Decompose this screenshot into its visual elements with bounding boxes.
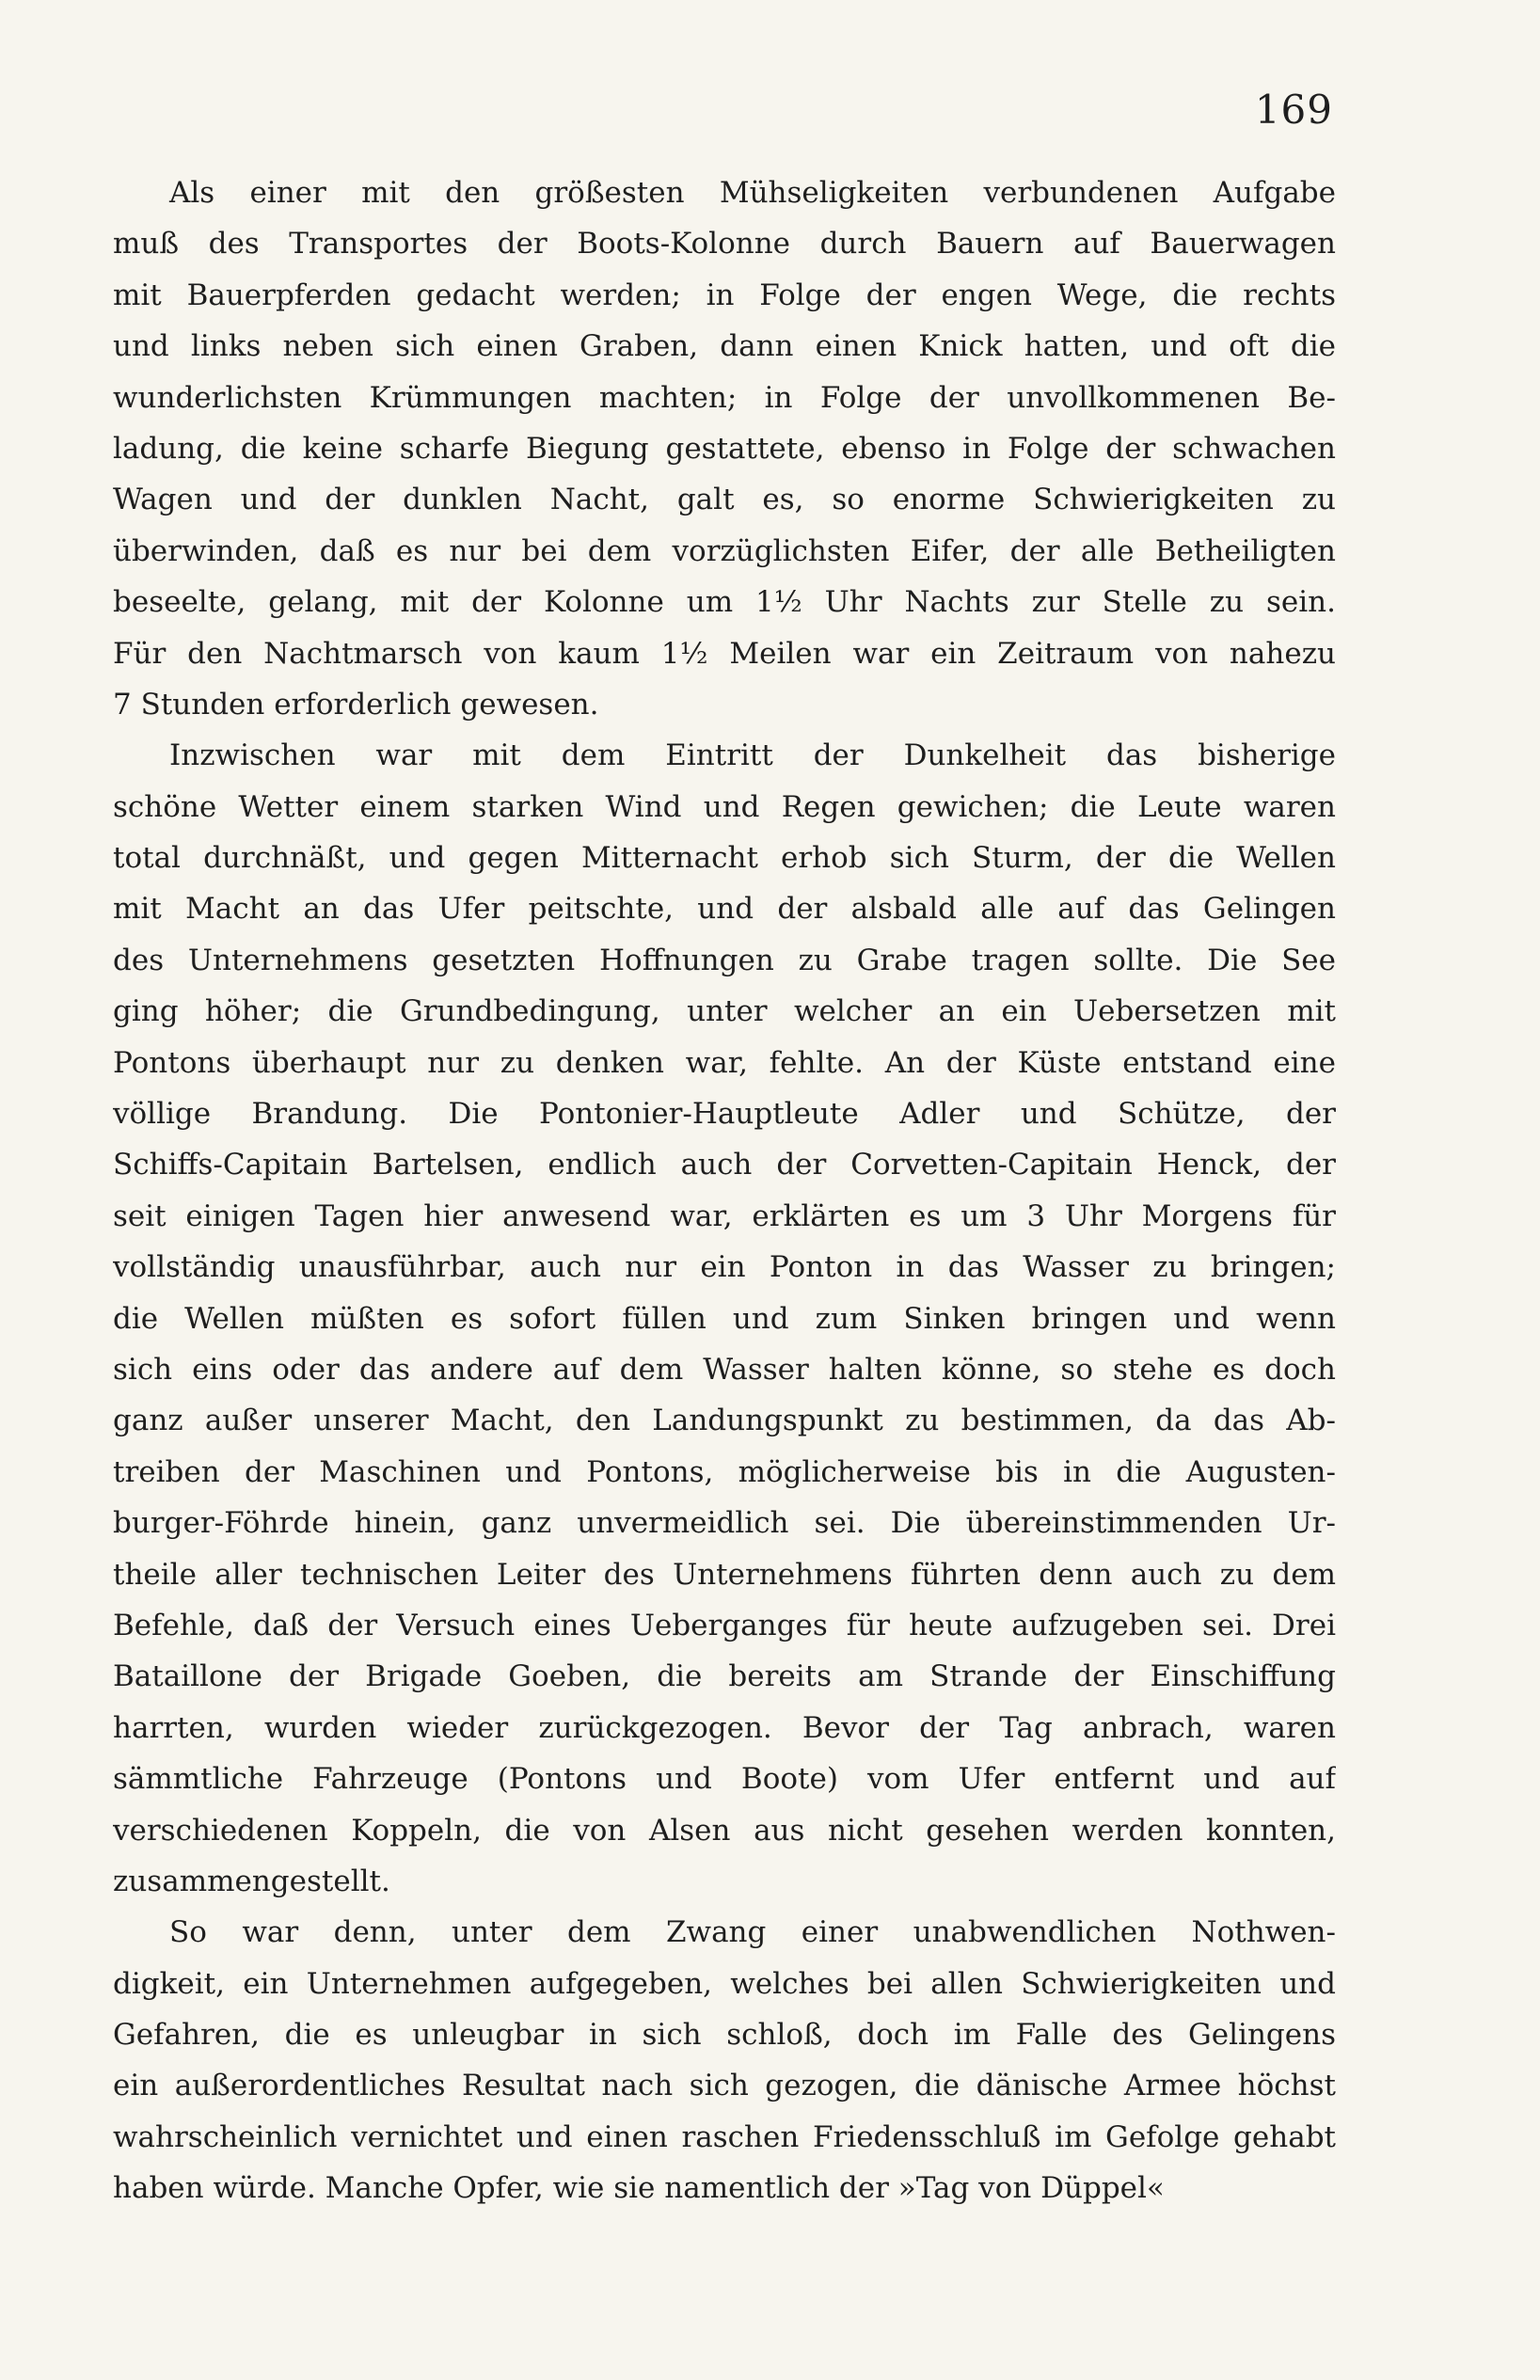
text-line: digkeit, ein Unternehmen aufgegeben, welches bei allen Schwierigkeiten und <box>113 1966 1336 2001</box>
text-line: ging höher; die Grundbedingung, unter welcher an ein Uebersetzen mit <box>113 994 1336 1029</box>
body-text <box>113 167 1336 2214</box>
text-line: Pontons überhaupt nur zu denken war, fehlte. An der Küste entstand eine <box>113 1045 1336 1080</box>
text-line: mit Bauerpferden gedacht werden; in Folge der engen Wege, die rechts <box>113 278 1336 312</box>
text-line: mit Macht an das Ufer peitschte, und der alsbald alle auf das Gelingen <box>113 892 1336 927</box>
text-line: ganz außer unserer Macht, den Landungspunkt zu bestimmen, da das Ab- <box>113 1404 1336 1438</box>
text-line: vollständig unausführbar, auch nur ein Ponton in das Wasser zu bringen; <box>113 1250 1336 1285</box>
text-line: beseelte, gelang, mit der Kolonne um 1½ Uhr Nachts zur Stelle zu sein. <box>113 585 1336 620</box>
text-line: theile aller technischen Leiter des Unternehmens führten denn auch zu dem <box>113 1557 1336 1592</box>
text-line: Bataillone der Brigade Goeben, die bereits am Strande der Einschiffung <box>113 1659 1336 1694</box>
text-line: 7 Stunden erforderlich gewesen. <box>113 687 599 722</box>
text-line: haben würde. Manche Opfer, wie sie namentlich der »Tag von Düppel« <box>113 2171 1165 2206</box>
text-line: sich eins oder das andere auf dem Wasser halten könne, so stehe es doch <box>113 1352 1336 1387</box>
text-line: treiben der Maschinen und Pontons, möglicherweise bis in die Augusten- <box>113 1454 1336 1489</box>
text-line: völlige Brandung. Die Pontonier-Hauptleute Adler und Schütze, der <box>113 1097 1336 1132</box>
text-line: Für den Nachtmarsch von kaum 1½ Meilen war ein Zeitraum von nahezu <box>113 636 1336 671</box>
text-line: ladung, die keine scharfe Biegung gestattete, ebenso in Folge der schwachen <box>113 431 1336 466</box>
page-number: 169 <box>1254 87 1333 133</box>
text-line: des Unternehmens gesetzten Hoffnungen zu Grabe tragen sollte. Die See <box>113 943 1336 977</box>
text-line: Wagen und der dunklen Nacht, galt es, so enorme Schwierigkeiten zu <box>113 483 1336 517</box>
text-line: seit einigen Tagen hier anwesend war, erklärten es um 3 Uhr Morgens für <box>113 1198 1336 1233</box>
text-line: total durchnäßt, und gegen Mitternacht erhob sich Sturm, der die Wellen <box>113 841 1336 876</box>
text-line: So war denn, unter dem Zwang einer unabwendlichen Nothwen- <box>169 1915 1336 1950</box>
text-line: überwinden, daß es nur bei dem vorzüglichsten Eifer, der alle Betheiligten <box>113 533 1336 568</box>
text-line: Inzwischen war mit dem Eintritt der Dunkelheit das bisherige <box>169 738 1336 773</box>
text-line: Schiffs-Capitain Bartelsen, endlich auch der Corvetten-Capitain Henck, der <box>113 1148 1336 1182</box>
text-line: sämmtliche Fahrzeuge (Pontons und Boote) vom Ufer entfernt und auf <box>113 1762 1336 1797</box>
text-line: muß des Transportes der Boots-Kolonne durch Bauern auf Bauerwagen <box>113 227 1336 262</box>
paragraph <box>113 730 1336 1907</box>
text-line: die Wellen müßten es sofort füllen und zum Sinken bringen und wenn <box>113 1301 1336 1336</box>
text-line: verschiedenen Koppeln, die von Alsen aus nicht gesehen werden konnten, <box>113 1813 1336 1848</box>
text-line: zusammengestellt. <box>113 1864 390 1898</box>
paragraph <box>113 1907 1336 2213</box>
text-line: Befehle, daß der Versuch eines Ueberganges für heute aufzugeben sei. Drei <box>113 1608 1336 1642</box>
text-line: wahrscheinlich vernichtet und einen raschen Friedensschluß im Gefolge gehabt <box>113 2119 1336 2154</box>
text-line: harrten, wurden wieder zurückgezogen. Bevor der Tag anbrach, waren <box>113 1710 1336 1745</box>
text-line: wunderlichsten Krümmungen machten; in Folge der unvollkommenen Be- <box>113 380 1336 415</box>
text-line: schöne Wetter einem starken Wind und Regen gewichen; die Leute waren <box>113 789 1336 824</box>
text-line: ein außerordentliches Resultat nach sich gezogen, die dänische Armee höchst <box>113 2069 1336 2103</box>
text-line: burger-Föhrde hinein, ganz unvermeidlich sei. Die übereinstimmenden Ur- <box>113 1506 1336 1541</box>
text-line: Als einer mit den größesten Mühseligkeiten verbundenen Aufgabe <box>169 176 1336 210</box>
text-line: und links neben sich einen Graben, dann einen Knick hatten, und oft die <box>113 329 1336 364</box>
text-line: Gefahren, die es unleugbar in sich schloß, doch im Falle des Gelingens <box>113 2018 1336 2053</box>
paragraph <box>113 167 1336 730</box>
